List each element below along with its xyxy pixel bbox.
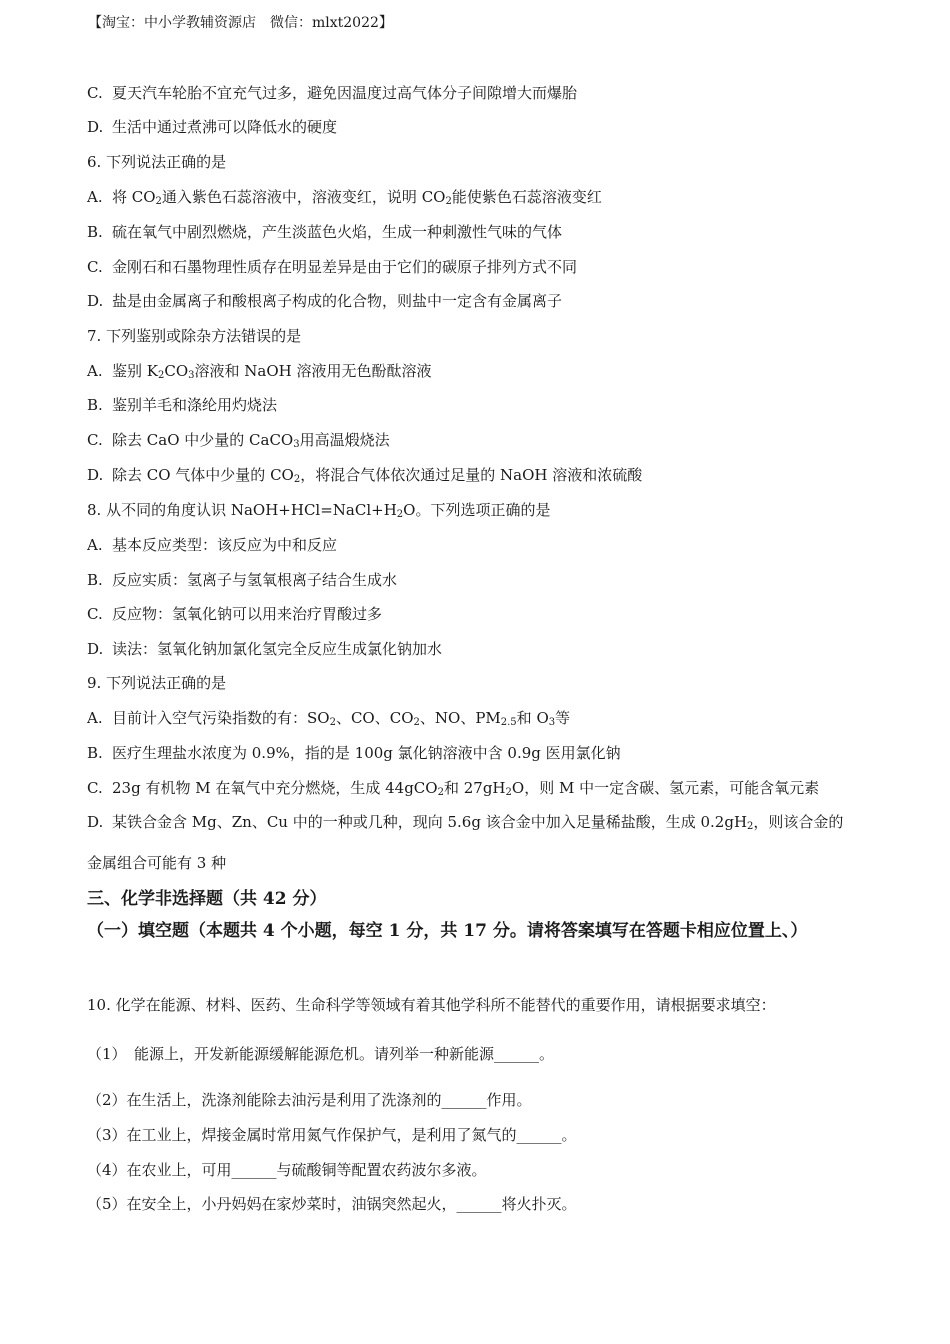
q6-stem: 6. 下列说法正确的是: [87, 153, 227, 171]
q8-option-a: A. 基本反应类型：该反应为中和反应: [87, 536, 338, 554]
section-3-heading: 三、化学非选择题（共 42 分）: [87, 889, 327, 909]
q6-option-a: A. 将 $CO_2$通入紫色石蕊溶液中，溶液变红，说明 $CO_2$能使紫色石蕊溶液变红: [87, 188, 602, 207]
q9-option-c: C. 23g 有机物 M 在氧气中充分燃烧，生成 44gCO$_2$和 $27gH_2O$，则 M 中一定含碳、氢元素，可能含氧元素: [87, 779, 820, 798]
page-header: 【淘宝：中小学教辅资源店 微信：mlxt2022】: [88, 15, 393, 31]
q9-option-d: D. 某铁合金含 Mg、Zn、Cu 中的一种或几种，现向 5.6g 该合金中加入足量稀盐酸，生成 $0.2gH_2$，则该合金的金属组合可能有 3 种: [87, 813, 844, 872]
q10-part-4: （4）在农业上，可用______与硫酸铜等配置农药波尔多液。: [87, 1161, 487, 1179]
q10-part-5: （5）在安全上，小丹妈妈在家炒菜时，油锅突然起火，______将火扑灭。: [87, 1195, 577, 1213]
q7-option-b: B. 鉴别羊毛和涤纶用灼烧法: [87, 396, 278, 414]
q7-option-c: C. 除去 CaO 中少量的 CaCO$_3$用高温煅烧法: [87, 431, 390, 450]
q7-option-d: D. 除去 CO 气体中少量的 $CO_2$，将混合气体依次通过足量的 NaOH 溶液和浓硫酸: [87, 466, 643, 485]
q10-part-2: （2）在生活上，洗涤剂能除去油污是利用了洗涤剂的______作用。: [87, 1091, 532, 1109]
q10-stem: 10. 化学在能源、材料、医药、生命科学等领域有着其他学科所不能替代的重要作用，请根据要求填空：: [87, 996, 776, 1014]
q8-option-b: B. 反应实质：氢离子与氢氧根离子结合生成水: [87, 571, 398, 589]
q8-option-d: D. 读法：氢氧化钠加氯化氢完全反应生成氯化钠加水: [87, 640, 443, 658]
q8-option-c: C. 反应物：氢氧化钠可以用来治疗胃酸过多: [87, 605, 383, 623]
q10-part-3: （3）在工业上，焊接金属时常用氮气作保护气，是利用了氮气的______。: [87, 1126, 577, 1144]
q7-stem: 7. 下列鉴别或除杂方法错误的是: [87, 327, 302, 345]
q9-option-a: A. 目前计入空气污染指数的有：$SO_2$、CO、$CO_2$、NO、$PM_{2.5}$和 $O_3$等: [87, 709, 571, 728]
q6-option-c: C. 金刚石和石墨物理性质存在明显差异是由于它们的碳原子排列方式不同: [87, 258, 578, 276]
q9-option-b: B. 医疗生理盐水浓度为 0.9%，指的是 100g 氯化钠溶液中含 0.9g 医用氯化钠: [87, 744, 621, 762]
q10-part-1: （1） 能源上，开发新能源缓解能源危机。请列举一种新能源______。: [87, 1045, 555, 1063]
q6-option-d: D. 盐是由金属离子和酸根离子构成的化合物，则盐中一定含有金属离子: [87, 292, 563, 310]
q8-stem: 8. 从不同的角度认识 $NaOH+HCl=NaCl+H_2O$。下列选项正确的是: [87, 501, 551, 520]
section-3-1-heading: （一）填空题（本题共 4 个小题，每空 1 分，共 17 分。请将答案填写在答题卡相应位置上、）: [87, 921, 808, 941]
q9-stem: 9. 下列说法正确的是: [87, 674, 227, 692]
q7-option-a: A. 鉴别 $K_2CO_3$溶液和 NaOH 溶液用无色酚酞溶液: [87, 362, 432, 381]
q6-option-b: B. 硫在氧气中剧烈燃烧，产生淡蓝色火焰，生成一种刺激性气味的气体: [87, 223, 563, 241]
q5-option-c: C. 夏天汽车轮胎不宜充气过多，避免因温度过高气体分子间隙增大而爆胎: [87, 84, 578, 102]
q5-option-d: D. 生活中通过煮沸可以降低水的硬度: [87, 118, 338, 136]
